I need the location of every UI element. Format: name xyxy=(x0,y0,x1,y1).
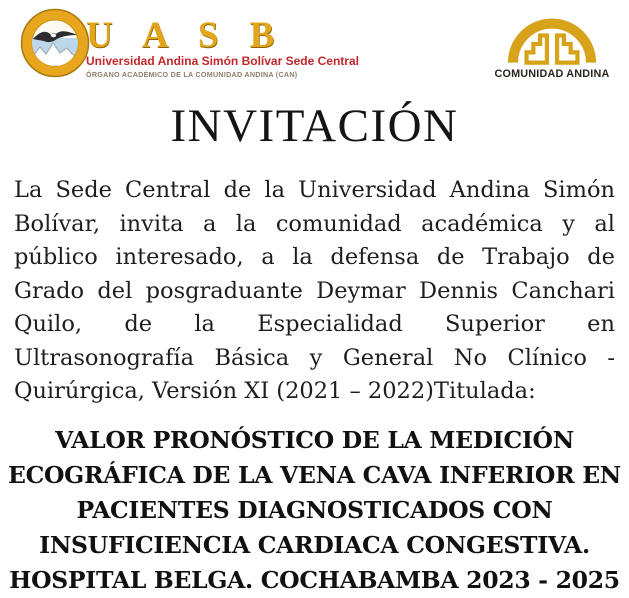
invitation-paragraph: La Sede Central de la Universidad Andina Simón Bolívar, invita a la comunidad académica y al público interesado, a la defensa de Trabajo de Grado del posgraduante Deymar Dennis Canchari Quilo, de la Especialidad Superior en Ultrasonografía Básica y General No Clínico - Quirúrgica, Versión XI (2021 – 2022)Titulada: xyxy=(14,177,615,404)
uasb-acronym: U A S B xyxy=(86,15,286,56)
header xyxy=(0,0,629,94)
comunidad-andina-logo xyxy=(491,10,613,80)
uasb-text-block xyxy=(86,17,359,79)
andean-stepped-arch-icon xyxy=(500,10,604,66)
uasb-name-line: Universidad Andina Simón Bolívar Sede Central xyxy=(86,54,359,68)
comunidad-andina-label: COMUNIDAD ANDINA xyxy=(494,68,610,80)
uasb-logo xyxy=(20,8,359,79)
condor-over-mountains-icon xyxy=(20,8,90,78)
page-title: INVITACIÓN xyxy=(170,100,459,152)
thesis-title: VALOR PRONÓSTICO DE LA MEDICIÓN ECOGRÁFICA DE LA VENA CAVA INFERIOR EN PACIENTES DIAGNOSTICADOS CON INSUFICIENCIA CARDIACA CONGESTIVA. HOSPITAL BELGA. COCHABAMBA 2023 - 2025 xyxy=(8,425,621,594)
uasb-organ-line: ÓRGANO ACADÉMICO DE LA COMUNIDAD ANDINA (CAN) xyxy=(86,69,298,79)
